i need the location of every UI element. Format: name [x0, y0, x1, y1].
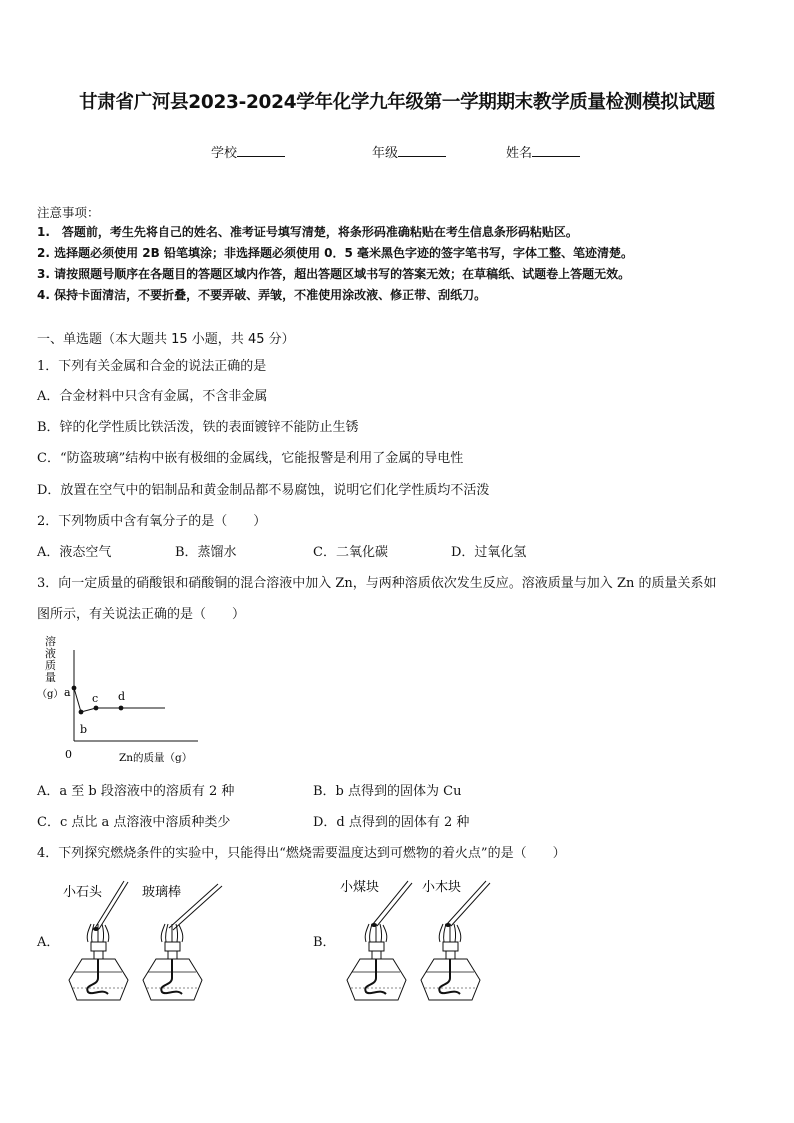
- note-item: 4. 保持卡面清洁，不要折叠，不要弄破、弄皱，不准使用涂改液、修正带、刮纸刀。: [37, 288, 487, 302]
- point-label-d: d: [118, 690, 126, 703]
- school-label: 学校: [211, 146, 238, 161]
- grade-field[interactable]: [372, 142, 446, 161]
- graph-x-label: Zn的质量（g）: [119, 752, 193, 764]
- q3-stem-line2: 图所示，有关说法正确的是（ ）: [37, 607, 246, 622]
- grade-label: 年级: [372, 146, 399, 161]
- point-a: [72, 686, 77, 691]
- name-field[interactable]: [506, 142, 580, 161]
- point-c: [94, 706, 99, 711]
- notes-heading: 注意事项：: [37, 205, 100, 220]
- page-title: 甘肃省广河县2023-2024学年化学九年级第一学期期末教学质量检测模拟试题: [79, 92, 715, 113]
- graph-y-label: 质: [45, 659, 56, 672]
- point-label-b: b: [80, 723, 88, 736]
- q1-option-c[interactable]: C．“防盗玻璃”结构中嵌有极细的金属线，它能报警是利用了金属的导电性: [37, 451, 464, 466]
- point-label-a: a: [64, 686, 71, 699]
- q1-option-a[interactable]: A．合金材料中只含有金属，不含非金属: [37, 389, 268, 404]
- q3-option-a[interactable]: A．a 至 b 段溶液中的溶质有 2 种: [37, 784, 235, 799]
- item-label: 小木块: [422, 880, 462, 895]
- q1-stem: 1．下列有关金属和合金的说法正确的是: [37, 359, 267, 374]
- q1-option-d[interactable]: D．放置在空气中的铝制品和黄金制品都不易腐蚀，说明它们化学性质均不活泼: [37, 483, 490, 498]
- q3-option-c[interactable]: C．c 点比 a 点溶液中溶质种类少: [37, 815, 231, 830]
- q2-stem: 2．下列物质中含有氧分子的是（ ）: [37, 514, 267, 529]
- point-label-c: c: [92, 692, 99, 705]
- note-item: 2. 选择题必须使用 2B 铅笔填涂；非选择题必须使用 0．5 毫米黑色字迹的签字笔书写，字体工整、笔迹清楚。: [37, 246, 633, 260]
- q2-option-c[interactable]: C．二氧化碳: [313, 545, 388, 560]
- name-label: 姓名: [506, 146, 533, 161]
- school-blank[interactable]: [237, 145, 285, 157]
- note-item: 3. 请按照题号顺序在各题目的答题区域内作答，超出答题区域书写的答案无效；在草稿纸、试题卷上答题无效。: [37, 267, 631, 281]
- item-label: 小煤块: [340, 880, 380, 895]
- note-item: 1. 答题前，考生先将自己的姓名、准考证号填写清楚，将条形码准确粘贴在考生信息条形码粘贴区。: [37, 225, 578, 239]
- q2-option-b[interactable]: B．蒸馏水: [175, 545, 237, 560]
- point-d: [119, 706, 124, 711]
- q3-option-b[interactable]: B．b 点得到的固体为 Cu: [313, 784, 462, 799]
- grade-blank[interactable]: [398, 145, 446, 157]
- q1-option-b[interactable]: B．锌的化学性质比铁活泼，铁的表面镀锌不能防止生锈: [37, 420, 359, 435]
- graph-y-label: 量: [45, 671, 56, 684]
- q4-option-b-label[interactable]: B．: [313, 935, 336, 950]
- q4-option-b-figure: [332, 872, 507, 1006]
- school-field[interactable]: [211, 142, 285, 161]
- q3-stem-line1: 3．向一定质量的硝酸银和硝酸铜的混合溶液中加入 Zn，与两种溶质依次发生反应。溶液质量与加入 Zn 的质量关系如: [37, 576, 717, 591]
- q4-option-a-label[interactable]: A．: [37, 935, 60, 950]
- graph-origin: 0: [65, 748, 72, 761]
- point-b: [79, 710, 84, 715]
- name-blank[interactable]: [532, 145, 580, 157]
- alcohol-lamp-icon: [143, 884, 222, 1000]
- alcohol-lamp-icon: [421, 881, 490, 1000]
- item-label: 小石头: [63, 885, 103, 900]
- q2-option-a[interactable]: A．液态空气: [37, 545, 112, 560]
- q4-stem: 4．下列探究燃烧条件的实验中，只能得出“燃烧需要温度达到可燃物的着火点”的是（ ）: [37, 846, 566, 861]
- graph-y-label: 液: [45, 647, 56, 660]
- graph-y-label: 溶: [45, 635, 56, 648]
- item-label: 玻璃棒: [142, 885, 182, 900]
- section-heading: 一、单选题（本大题共 15 小题，共 45 分）: [37, 332, 295, 347]
- q2-option-d[interactable]: D．过氧化氢: [451, 545, 527, 560]
- graph-y-unit: （g）: [37, 689, 64, 700]
- graph-curve: [74, 688, 147, 712]
- alcohol-lamp-icon: [347, 881, 412, 1000]
- q3-option-d[interactable]: D．d 点得到的固体有 2 种: [313, 815, 470, 830]
- q4-option-a-figure: [58, 876, 228, 1006]
- q3-graph: [35, 630, 205, 770]
